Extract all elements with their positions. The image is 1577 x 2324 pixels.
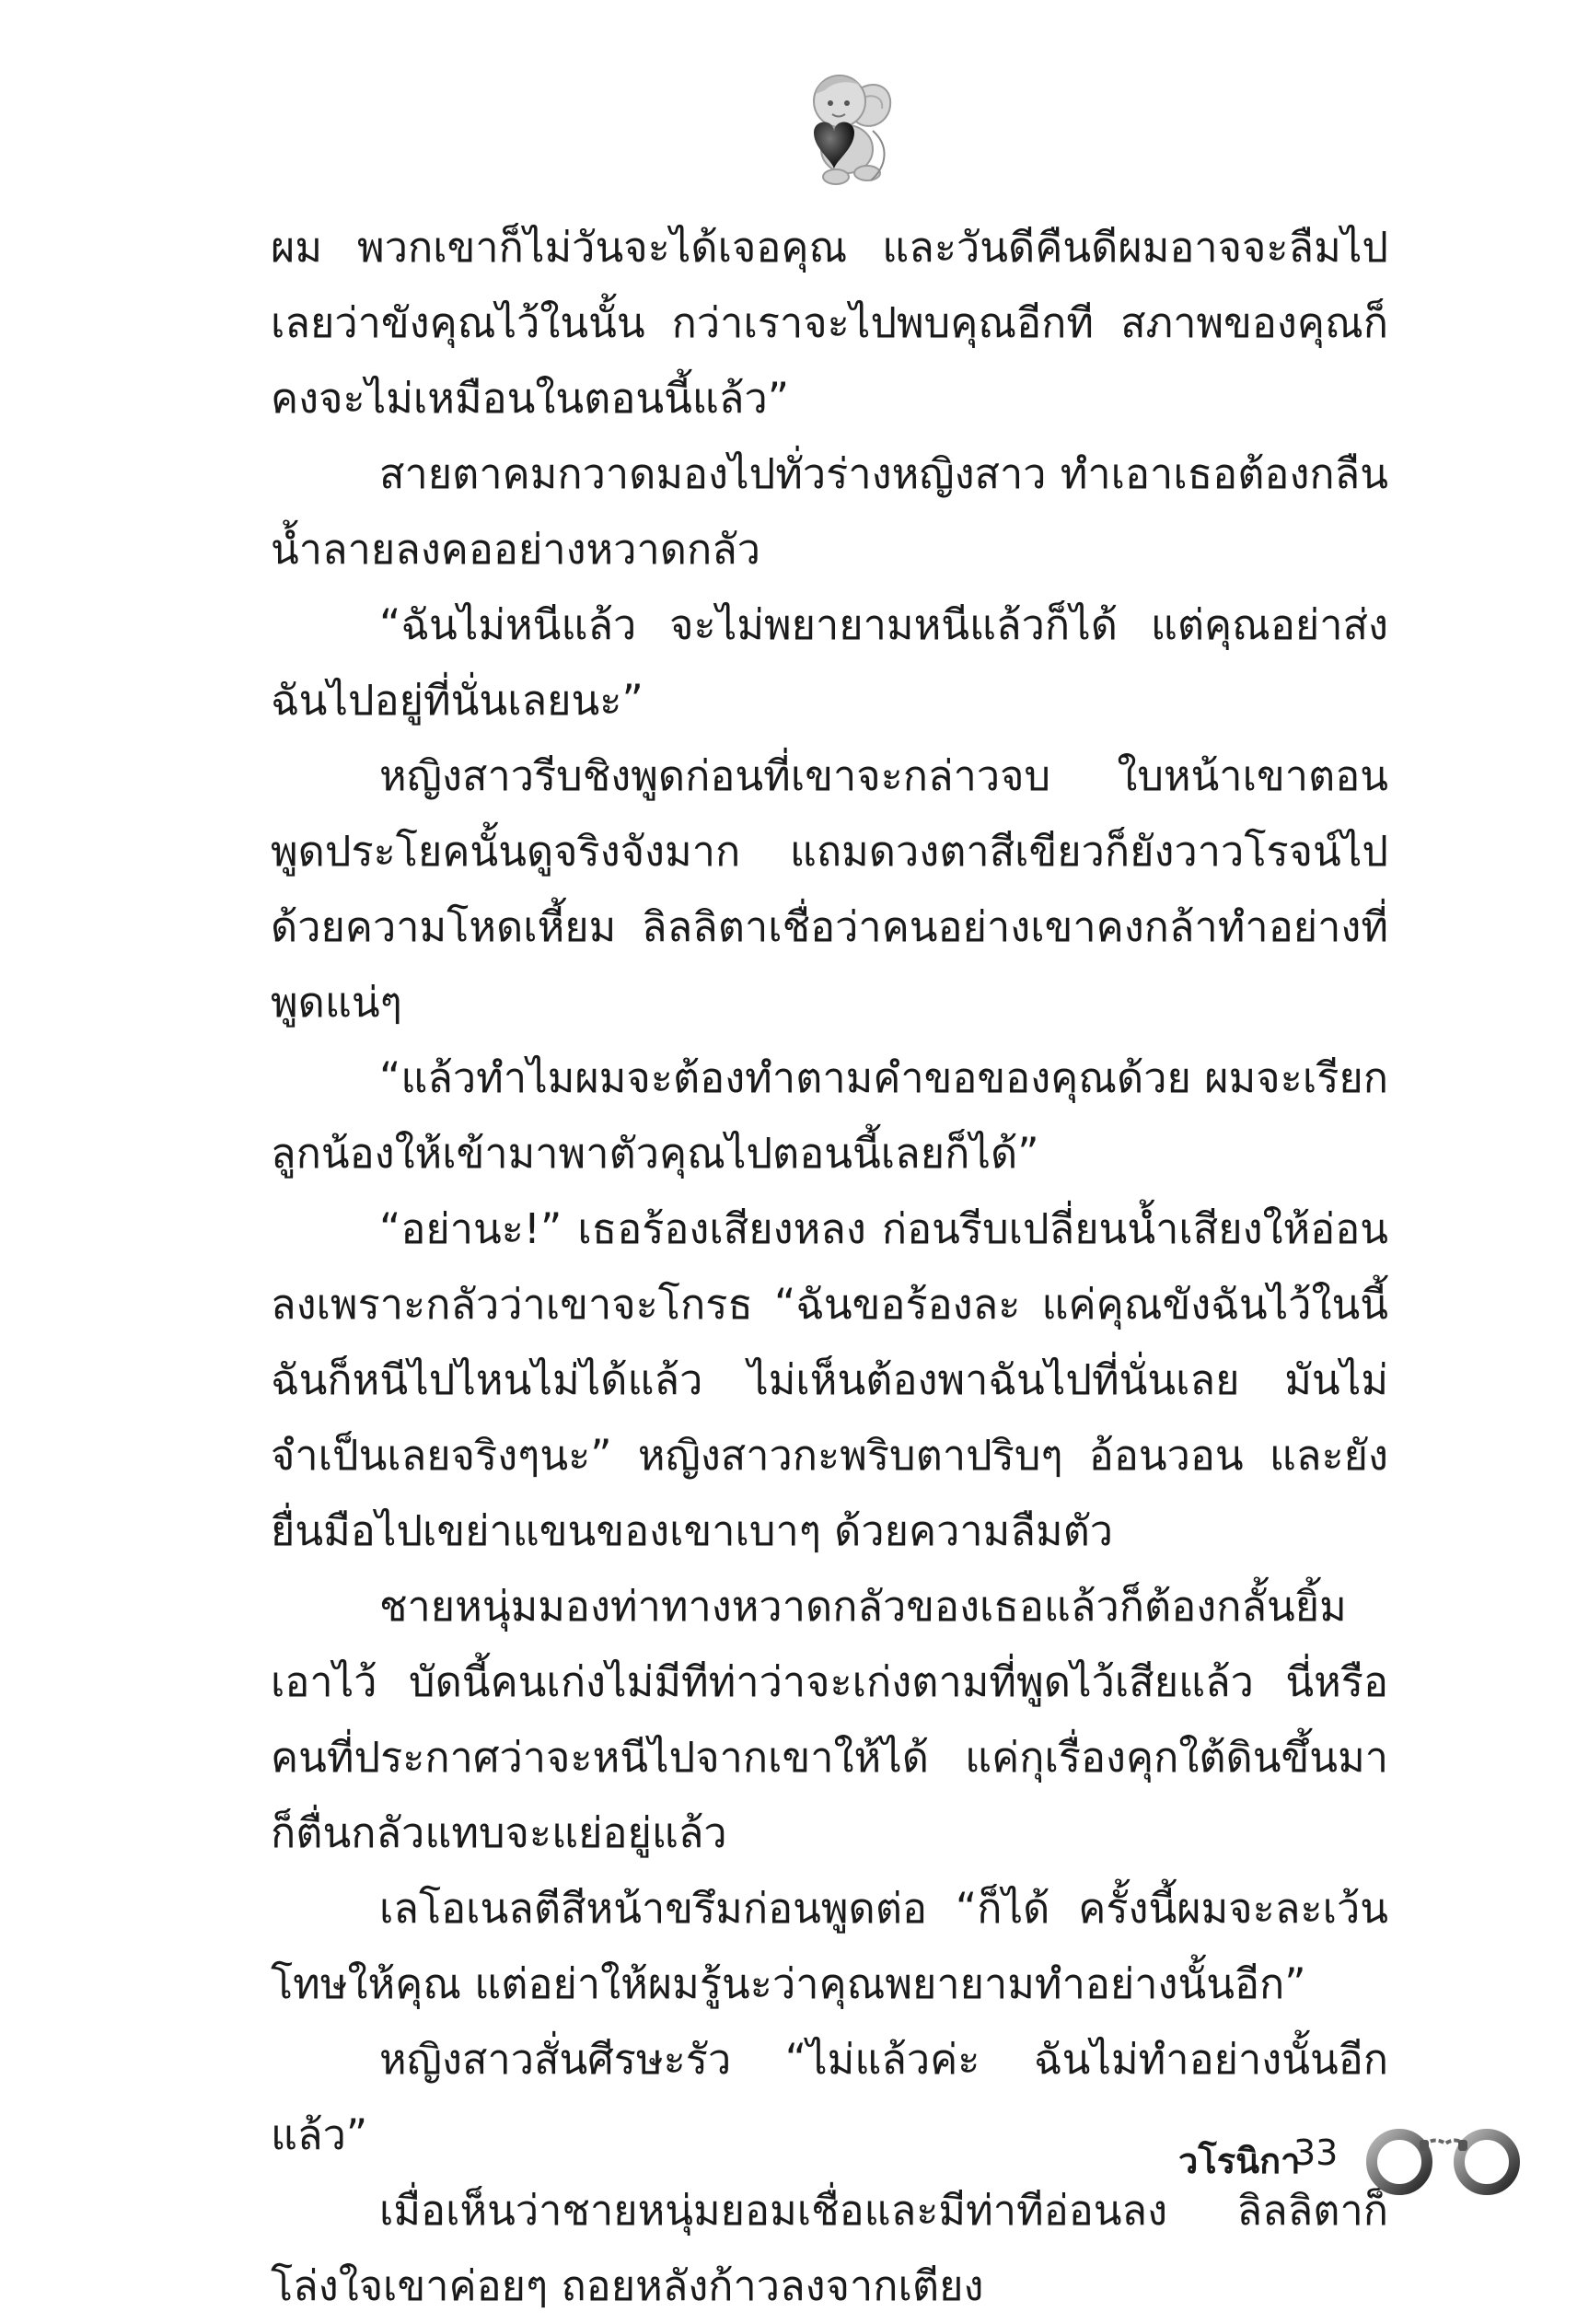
- paragraph: สายตาคมกวาดมองไปทั่วร่างหญิงสาว ทำเอาเธอต้องกลืนน้ำลายลงคออย่างหวาดกลัว: [271, 449, 1388, 574]
- paragraph: “อย่านะ!” เธอร้องเสียงหลง ก่อนรีบเปลี่ยนน้ำเสียงให้อ่อนลงเพราะกลัวว่าเขาจะโกรธ “ฉันขอร้องละ แค่คุณขังฉันไว้ในนี้ฉันก็หนีไปไหนไม่ได้แล้ว ไม่เห็นต้องพาฉันไปที่นั่นเลย มันไม่จำเป็นเลยจริงๆนะ” หญิงสาวกะพริบตาปริบๆ อ้อนวอน และยังยื่นมือไปเขย่าแขนของเขาเบาๆ ด้วยความลืมตัว: [271, 1204, 1388, 1555]
- paragraph: ผม พวกเขาก็ไม่วันจะได้เจอคุณ และวันดีคืนดีผมอาจจะลืมไปเลยว่าขังคุณไว้ในนั้น กว่าเราจะไปพบคุณอีกที สภาพของคุณก็คงจะไม่เหมือนในตอนนี้แล้ว”: [271, 223, 1388, 423]
- paragraph: หญิงสาวสั่นศีรษะรัว “ไม่แล้วค่ะ ฉันไม่ทำอย่างนั้นอีกแล้ว”: [271, 2035, 1388, 2159]
- paragraph: เมื่อเห็นว่าชายหนุ่มยอมเชื่อและมีท่าทีอ่อนลง ลิลลิตาก็โล่งใจเขาค่อยๆ ถอยหลังก้าวลงจากเตียง: [271, 2186, 1388, 2310]
- author-name: วโรนิกา: [1178, 2141, 1301, 2181]
- paragraph: ชายหนุ่มมองท่าทางหวาดกลัวของเธอแล้วก็ต้องกลั้นยิ้มเอาไว้ บัดนี้คนเก่งไม่มีทีท่าว่าจะเก่งตามที่พูดไว้เสียแล้ว นี่หรือคนที่ประกาศว่าจะหนีไปจากเขาให้ได้ แค่กุเรื่องคุกใต้ดินขึ้นมาก็ตื่นกลัวแทบจะแย่อยู่แล้ว: [271, 1582, 1388, 1857]
- cherub-heart-icon: [771, 66, 900, 186]
- paragraph: “ฉันไม่หนีแล้ว จะไม่พยายามหนีแล้วก็ได้ แต่คุณอย่าส่งฉันไปอยู่ที่นั่นเลยนะ”: [271, 600, 1388, 725]
- paragraph: “แล้วทำไมผมจะต้องทำตามคำขอของคุณด้วย ผมจะเรียกลูกน้องให้เข้ามาพาตัวคุณไปตอนนี้เลยก็ได้”: [271, 1053, 1388, 1178]
- page-footer: [1178, 2118, 1528, 2191]
- paragraph: เลโอเนลตีสีหน้าขรึมก่อนพูดต่อ “ก็ได้ ครั้งนี้ผมจะละเว้นโทษให้คุณ แต่อย่าให้ผมรู้นะว่าคุณพยายามทำอย่างนั้นอีก”: [271, 1884, 1388, 2008]
- body-text: [271, 210, 1388, 2324]
- handcuffs-icon: [1362, 2118, 1528, 2201]
- page-number: 33: [1293, 2132, 1339, 2173]
- paragraph: หญิงสาวรีบชิงพูดก่อนที่เขาจะกล่าวจบ ใบหน้าเขาตอนพูดประโยคนั้นดูจริงจังมาก แถมดวงตาสีเขียวก็ยังวาวโรจน์ไปด้วยความโหดเหี้ยม ลิลลิตาเชื่อว่าคนอย่างเขาคงกล้าทำอย่างที่พูดแน่ๆ: [271, 751, 1388, 1027]
